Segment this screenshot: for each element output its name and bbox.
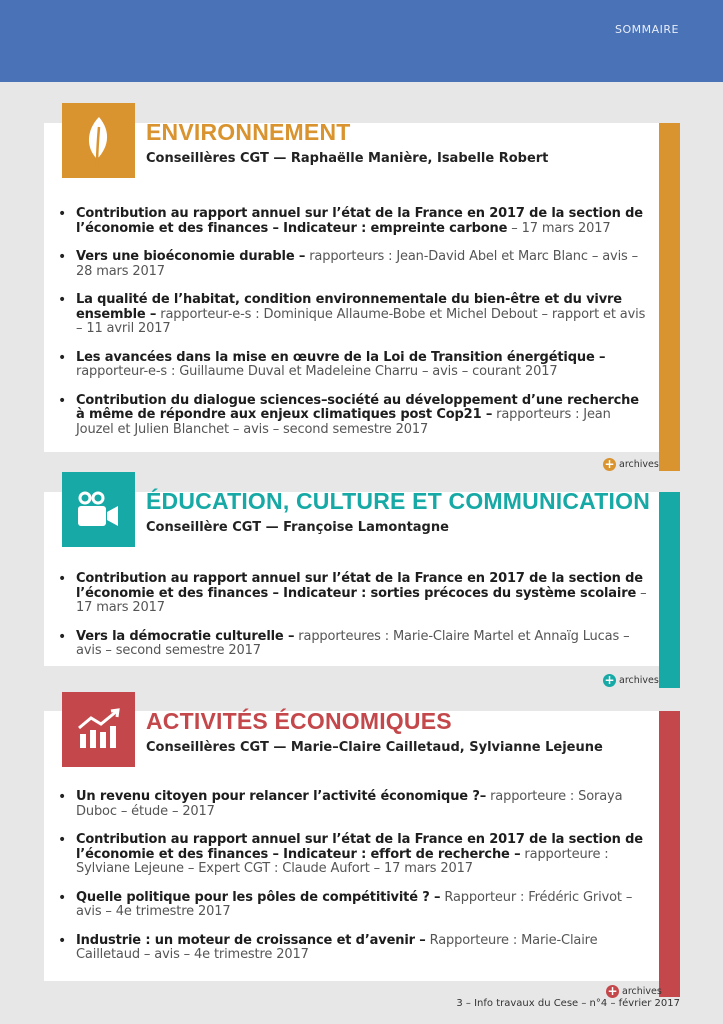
- archives-link[interactable]: + archives: [607, 984, 662, 998]
- video-camera-icon: [62, 472, 135, 547]
- section-activites-content: [44, 692, 659, 992]
- leaf-icon: [62, 103, 135, 178]
- plus-icon: +: [604, 673, 615, 687]
- plus-icon: +: [607, 984, 618, 998]
- list-item[interactable]: • Contribution au rapport annuel sur l’état de la France en 2017 de la section de l’économie et des finances – Indicateur : effort de recherche – rapporteure : Sylviane Lejeune – Expert CGT : Claude Aufort – 17 mars 2017: [58, 833, 648, 877]
- item-list: [58, 572, 648, 673]
- list-item[interactable]: • Industrie : un moteur de croissance et d’avenir – Rapporteure : Marie-Claire Cailletaud – avis – 4e trimestre 2017: [58, 934, 648, 963]
- sommaire-link[interactable]: SOMMAIRE: [615, 23, 679, 36]
- list-item[interactable]: • Quelle politique pour les pôles de compétitivité ? – Rapporteur : Frédéric Grivot – avis – 4e trimestre 2017: [58, 891, 648, 920]
- section-environnement-content: [44, 103, 659, 463]
- archives-link[interactable]: + archives: [604, 457, 659, 471]
- list-item[interactable]: • La qualité de l’habitat, condition environnementale du bien-être et du vivre ensemble – rapporteur-e-s : Dominique Allaume-Bobe et Michel Debout – rapport et avis – 11 avril 2017: [58, 293, 648, 337]
- list-item[interactable]: • Contribution au rapport annuel sur l’état de la France en 2017 de la section de l’économie et des finances – Indicateur : sorties précoces du système scolaire – 17 mars 2017: [58, 572, 648, 616]
- section-subtitle: Conseillère CGT — Françoise Lamontagne: [146, 520, 449, 535]
- list-item[interactable]: • Vers une bioéconomie durable – rapporteurs : Jean-David Abel et Marc Blanc – avis – 28 mars 2017: [58, 250, 648, 279]
- list-item[interactable]: • Contribution du dialogue sciences–société au développement d’une recherche à même de répondre aux enjeux climatiques post Cop21 – rapporteurs : Jean Jouzel et Julien Blanchet – avis – second semestre 2017: [58, 394, 648, 438]
- page-footer: 3 – Info travaux du Cese – n°4 – février 2017: [456, 998, 680, 1009]
- archives-link[interactable]: + archives: [604, 673, 659, 687]
- section-title: ACTIVITÉS ÉCONOMIQUES: [146, 708, 452, 734]
- header-bar: [0, 0, 723, 82]
- section-title: ENVIRONNEMENT: [146, 119, 351, 145]
- section-subtitle: Conseillères CGT — Raphaëlle Manière, Isabelle Robert: [146, 151, 549, 166]
- section-education-content: [44, 472, 659, 672]
- list-item[interactable]: • Vers la démocratie culturelle – rapporteures : Marie-Claire Martel et Annaïg Lucas – avis – second semestre 2017: [58, 630, 648, 659]
- section-subtitle: Conseillères CGT — Marie–Claire Cailletaud, Sylvianne Lejeune: [146, 740, 603, 755]
- item-list: [58, 207, 648, 451]
- list-item[interactable]: • Contribution au rapport annuel sur l’état de la France en 2017 de la section de l’économie et des finances – Indicateur : empreinte carbone – 17 mars 2017: [58, 207, 648, 236]
- section-title: ÉDUCATION, CULTURE ET COMMUNICATION: [146, 488, 651, 514]
- bar-chart-icon: [62, 692, 135, 767]
- item-list: [58, 790, 648, 977]
- list-item[interactable]: • Les avancées dans la mise en œuvre de la Loi de Transition énergétique – rapporteur-e-s : Guillaume Duval et Madeleine Charru – avis – courant 2017: [58, 351, 648, 380]
- plus-icon: +: [604, 457, 615, 471]
- section-accent-bar: [659, 123, 680, 471]
- list-item[interactable]: • Un revenu citoyen pour relancer l’activité économique ?– rapporteure : Soraya Duboc – étude – 2017: [58, 790, 648, 819]
- section-accent-bar: [659, 711, 680, 997]
- section-accent-bar: [659, 492, 680, 688]
